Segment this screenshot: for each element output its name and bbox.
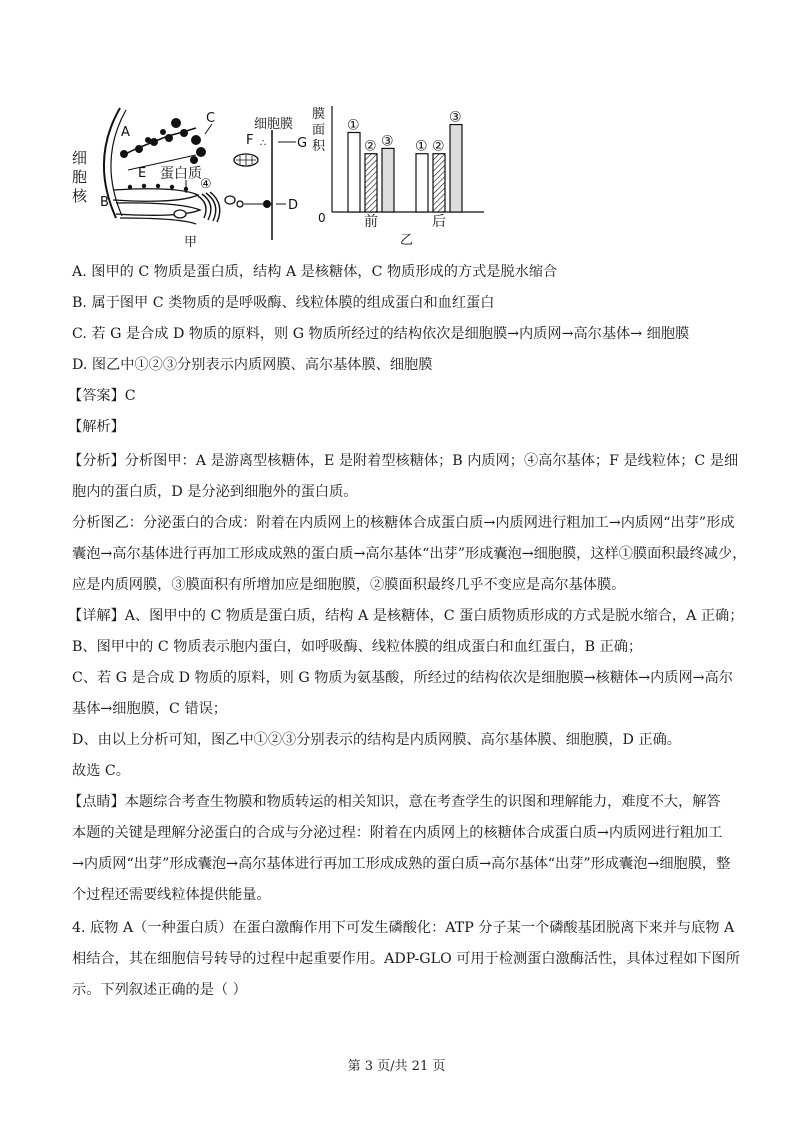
text-line-15: 个过程还需要线粒体提供能量。 xyxy=(72,887,271,903)
origin-label: 0 xyxy=(318,211,326,225)
analysis-title: 【解析】 xyxy=(68,419,125,435)
protein-c xyxy=(190,135,206,164)
text-line-13: 本题的关键是理解分泌蛋白的合成与分泌过程：附着在内质网上的核糖体合成蛋白质→内质网进行粗加工 xyxy=(72,825,723,841)
text-line-5: 应是内质网膜，③膜面积有所增加应是细胞膜，②膜面积最终几乎不变应是高尔基体膜。 xyxy=(72,577,626,593)
nucleus-label-3: 核 xyxy=(72,187,88,205)
category-before: 前 xyxy=(364,214,378,230)
bar-label-after-2: ② xyxy=(432,138,445,155)
y-axis-label-2: 面 xyxy=(312,123,326,138)
membrane-label: 细胞膜 xyxy=(254,117,294,132)
label-C: C xyxy=(206,111,216,126)
bar-before-1 xyxy=(348,133,360,213)
option-a: A. 图甲的 C 物质是蛋白质，结构 A 是核糖体，C 物质形成的方式是脱水缩合 xyxy=(72,264,558,280)
golgi xyxy=(198,192,220,222)
page-footer: 第 3 页/共 21 页 xyxy=(347,1059,446,1074)
answer: 【答案】C xyxy=(68,388,136,404)
bar-label-before-3: ③ xyxy=(381,133,394,150)
label-F: F xyxy=(246,133,254,148)
text-line-7: B、图甲中的 C 物质表示胞内蛋白，如呼吸酶、线粒体膜的组成蛋白和血红蛋白，B 正确； xyxy=(72,639,643,655)
text-line-2: 胞内的蛋白质，D 是分泌到细胞外的蛋白质。 xyxy=(72,484,358,500)
label-circle4: ④ xyxy=(200,177,212,192)
figure-jia xyxy=(68,100,308,250)
label-D: D xyxy=(288,198,299,213)
text-line-11: 故选 C。 xyxy=(72,763,130,779)
rough-er xyxy=(113,189,200,224)
nucleus-label-1: 细 xyxy=(72,149,88,167)
option-c: C. 若 G 是合成 D 物质的原料，则 G 物质所经过的结构依次是细胞膜→内质网→高尔基体→ 细胞膜 xyxy=(72,326,690,342)
bar-after-1 xyxy=(416,154,428,212)
bar-label-after-3: ③ xyxy=(449,109,462,126)
label-A: A xyxy=(121,125,130,140)
question-4-line-3: 示。下列叙述正确的是（ ） xyxy=(72,982,247,998)
nucleus-label-2: 胞 xyxy=(72,168,88,186)
text-line-14: →内质网“出芽”形成囊泡→高尔基体进行再加工形成成熟的蛋白质→高尔基体“出芽”形成囊泡→细胞膜，整 xyxy=(72,856,731,872)
question-4-line-1: 4. 底物 A（一种蛋白质）在蛋白激酶作用下可发生磷酸化：ATP 分子某一个磷酸基团脱离下来并与底物 A xyxy=(72,920,735,936)
text-line-6: 【详解】A、图甲中的 C 物质是蛋白质，结构 A 是核糖体，C 蛋白质物质形成的方式是脱水缩合，A 正确； xyxy=(68,608,744,624)
bars-group xyxy=(347,110,462,212)
bar-label-before-1: ① xyxy=(347,117,360,134)
text-line-12: 【点睛】本题综合考查生物膜和物质转运的相关知识，意在考查学生的识图和理解能力，难度不大，解答 xyxy=(68,794,721,810)
caption-jia: 甲 xyxy=(184,235,198,250)
text-line-4: 囊泡→高尔基体进行再加工形成成熟的蛋白质→高尔基体“出芽”形成囊泡→细胞膜，这样①膜面积最终减少， xyxy=(72,546,747,562)
label-G: G xyxy=(297,136,308,151)
caption-yi: 乙 xyxy=(400,233,414,248)
figure-yi-chart xyxy=(308,98,488,248)
bar-after-3 xyxy=(450,125,462,212)
category-after: 后 xyxy=(432,214,446,230)
text-line-3: 分析图乙：分泌蛋白的合成：附着在内质网上的核糖体合成蛋白质→内质网进行粗加工→内质网“出芽”形成 xyxy=(72,515,735,531)
text-line-9: 基体→细胞膜，C 错误； xyxy=(72,701,227,717)
bar-after-2 xyxy=(433,154,445,212)
text-line-8: C、若 G 是合成 D 物质的原料，则 G 物质为氨基酸，所经过的结构依次是细胞膜→核糖体→内质网→高尔 xyxy=(72,670,733,686)
label-B: B xyxy=(100,195,109,210)
y-axis-label-3: 积 xyxy=(312,139,326,154)
option-d: D. 图乙中①②③分别表示内质网膜、高尔基体膜、细胞膜 xyxy=(72,357,433,373)
bar-label-before-2: ② xyxy=(364,138,377,155)
bar-before-3 xyxy=(382,148,394,212)
protein-label: 蛋白质 xyxy=(160,166,202,182)
label-E: E xyxy=(138,166,147,181)
option-b: B. 属于图甲 C 类物质的是呼吸酶、线粒体膜的组成蛋白和血红蛋白 xyxy=(72,295,495,311)
bar-label-after-1: ① xyxy=(415,138,428,155)
question-4-line-2: 相结合，其在细胞信号转导的过程中起重要作用。ADP-GLO 可用于检测蛋白激酶活性，具体过程如下图所 xyxy=(72,951,740,967)
y-axis-label-1: 膜 xyxy=(312,107,326,122)
bar-before-2 xyxy=(365,154,377,212)
text-line-1: 【分析】分析图甲：A 是游离型核糖体，E 是附着型核糖体；B 内质网；④高尔基体；F 是线粒体；C 是细 xyxy=(68,453,739,469)
membrane-dots: ∴ xyxy=(260,138,267,149)
text-line-10: D、由以上分析可知，图乙中①②③分别表示的结构是内质网膜、高尔基体膜、细胞膜，D 正确。 xyxy=(72,732,681,748)
